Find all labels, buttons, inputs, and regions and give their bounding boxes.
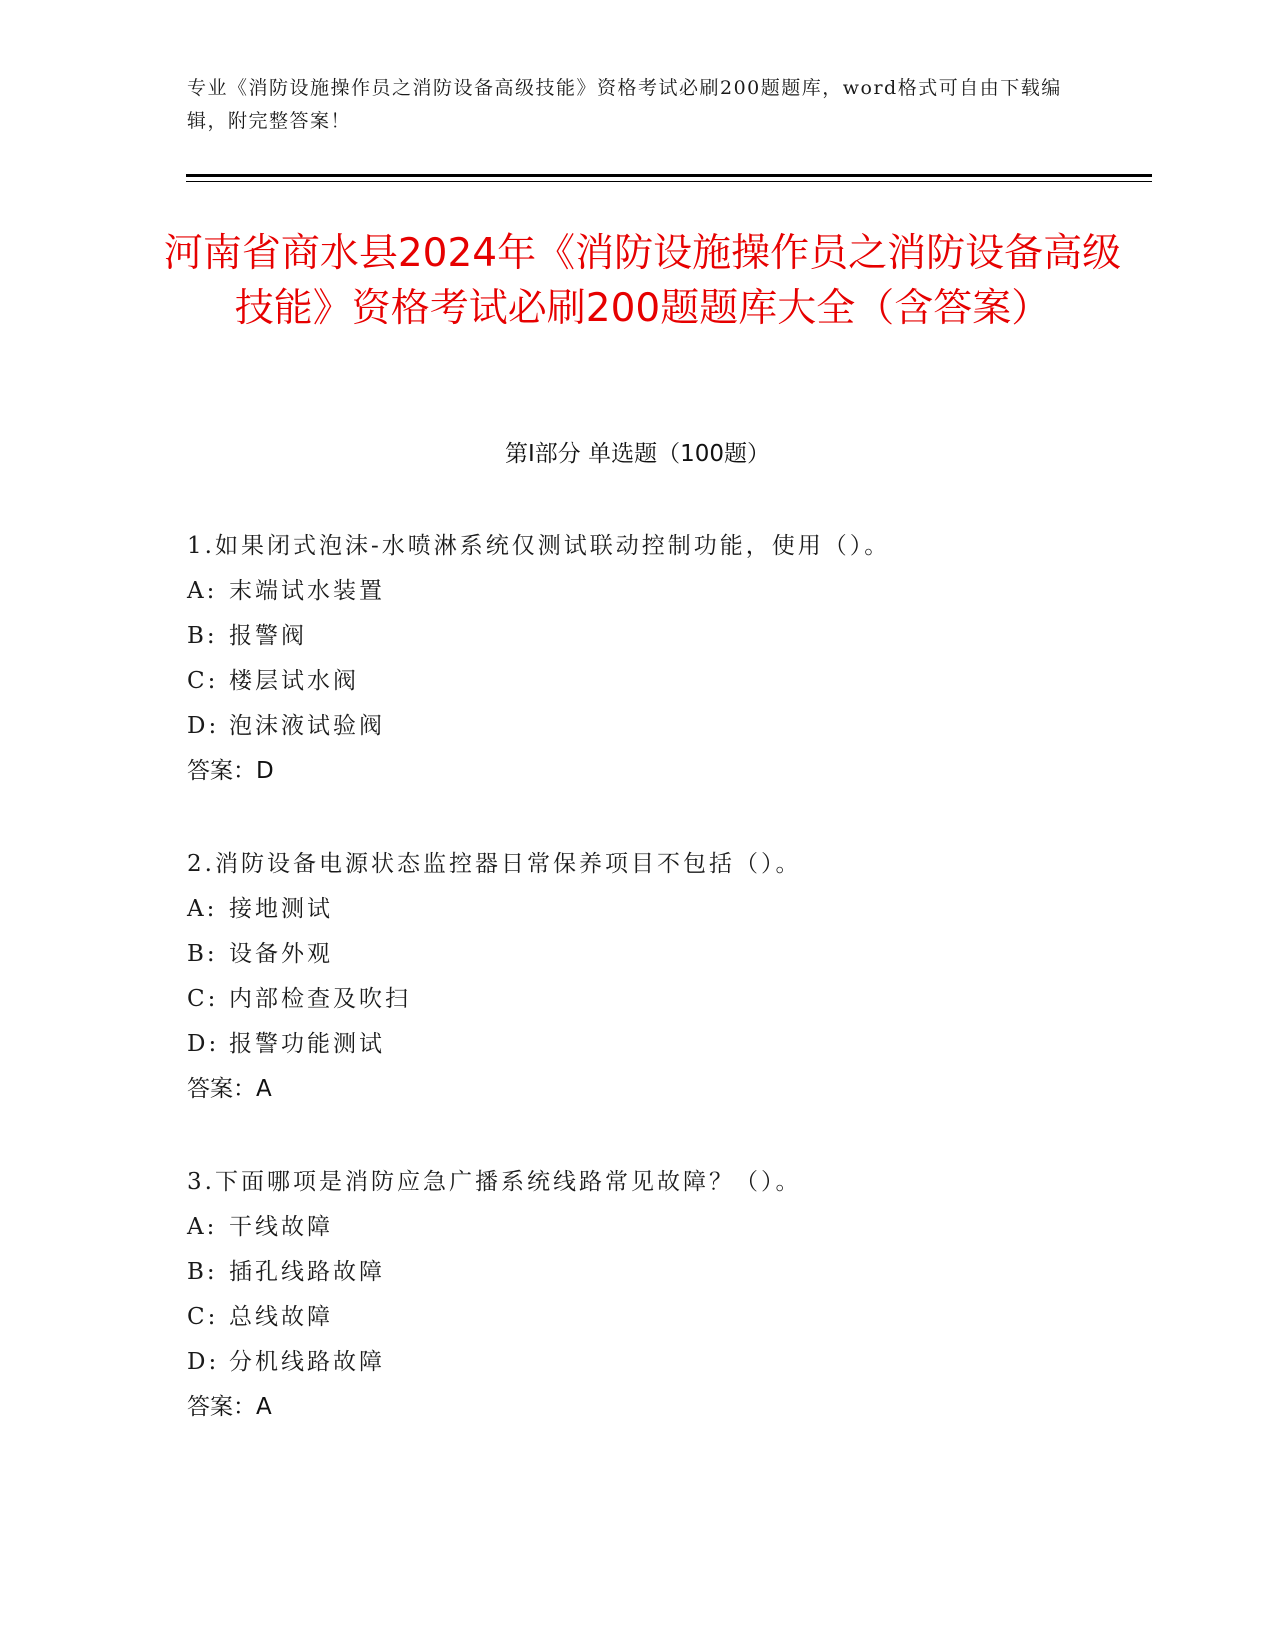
option-text: 报警功能测试 [229,1031,385,1057]
option-text: 报警阀 [229,623,307,649]
answer-label: 答案： [187,1076,256,1102]
option-key: A: [187,896,218,922]
option-d [187,1340,1087,1385]
option-a [187,569,1087,614]
header-divider-thin [186,181,1152,182]
option-text: 接地测试 [229,896,333,922]
option-key: C: [187,668,219,694]
section-title: 第Ⅰ部分 单选题（100题） [505,441,770,467]
option-text: 总线故障 [229,1304,333,1330]
header-divider-thick [186,174,1152,177]
option-text: 楼层试水阀 [229,668,359,694]
question-3 [187,1160,1087,1430]
question-list [187,524,1087,1478]
option-c [187,659,1087,704]
answer-value: A [256,1076,272,1102]
option-text: 泡沫液试验阀 [229,713,385,739]
answer-line [187,1385,1087,1430]
question-stem: 2.消防设备电源状态监控器日常保养项目不包括（）。 [187,851,802,877]
question-2 [187,842,1087,1112]
option-key: B: [187,941,218,967]
answer-line [187,749,1087,794]
option-a [187,887,1087,932]
option-key: D: [187,1349,220,1375]
option-b [187,1250,1087,1295]
answer-line [187,1067,1087,1112]
question-1 [187,524,1087,794]
option-key: A: [187,1214,218,1240]
option-key: C: [187,1304,219,1330]
option-d [187,1022,1087,1067]
option-text: 分机线路故障 [229,1349,385,1375]
option-key: B: [187,623,218,649]
option-key: A: [187,578,218,604]
document-title: 河南省商水县2024年《消防设施操作员之消防设备高级技能》资格考试必刷200题题库大全（含答案） [163,231,1122,331]
answer-value: A [256,1394,272,1420]
option-a [187,1205,1087,1250]
option-text: 设备外观 [229,941,333,967]
option-key: D: [187,1031,220,1057]
option-c [187,977,1087,1022]
option-c [187,1295,1087,1340]
option-key: B: [187,1259,218,1285]
answer-label: 答案： [187,1394,256,1420]
option-text: 内部检查及吹扫 [229,986,411,1012]
answer-label: 答案： [187,758,256,784]
question-stem: 3.下面哪项是消防应急广播系统线路常见故障？（）。 [187,1169,802,1195]
option-text: 干线故障 [229,1214,333,1240]
question-stem: 1.如果闭式泡沫-水喷淋系统仅测试联动控制功能，使用（）。 [187,533,891,559]
answer-value: D [256,758,274,784]
header-note: 专业《消防设施操作员之消防设备高级技能》资格考试必刷200题题库，word格式可自由下载编辑，附完整答案！ [187,77,1062,132]
option-b [187,932,1087,977]
option-b [187,614,1087,659]
option-key: D: [187,713,220,739]
option-text: 末端试水装置 [229,578,385,604]
option-key: C: [187,986,219,1012]
option-d [187,704,1087,749]
option-text: 插孔线路故障 [229,1259,385,1285]
